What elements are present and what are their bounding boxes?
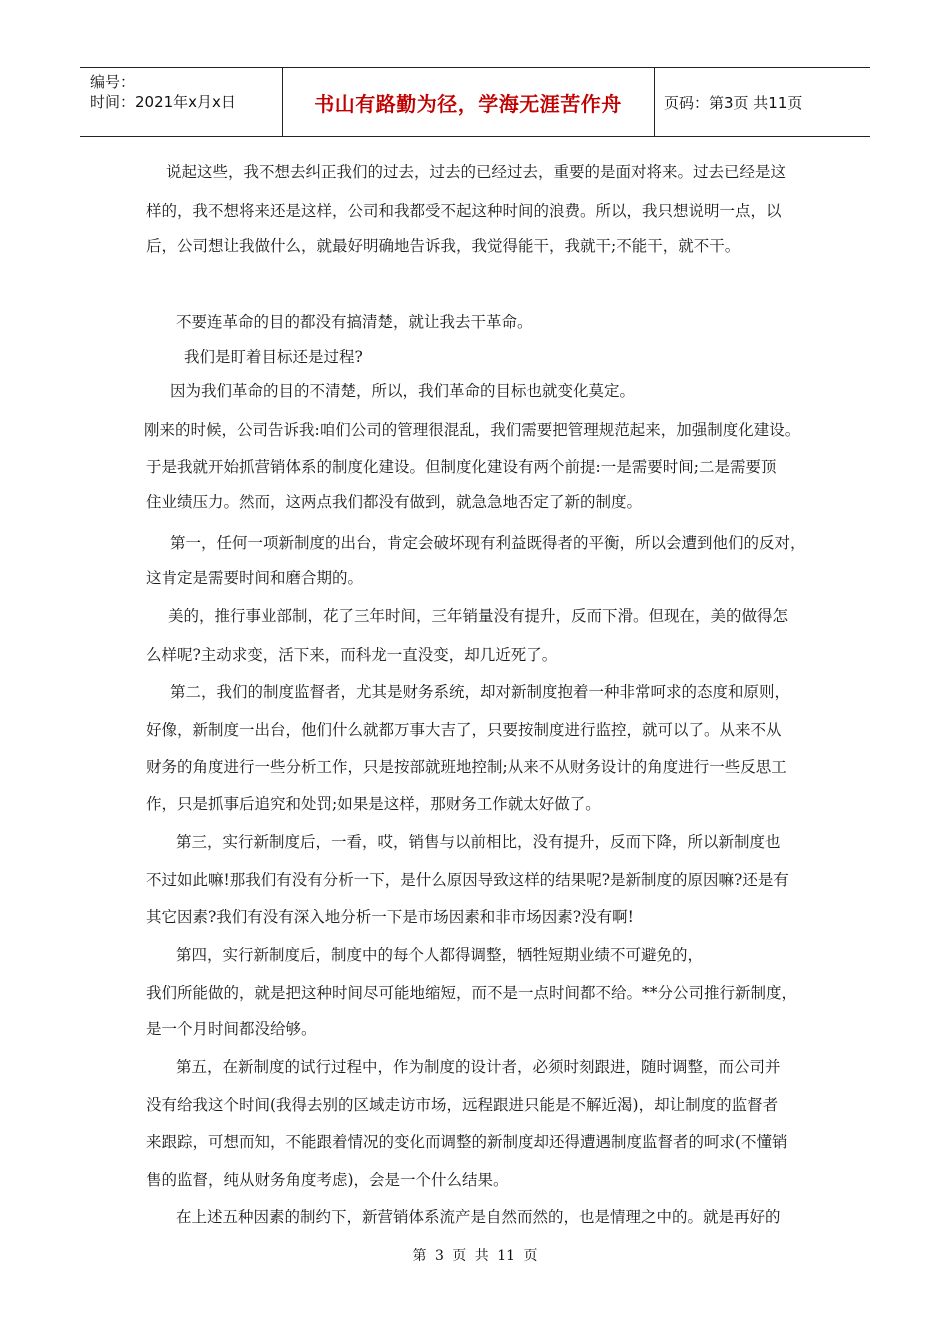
doc-time-label: 时间：2021年x月x日 bbox=[90, 93, 236, 111]
body-line: 于是我就开始抓营销体系的制度化建设。但制度化建设有两个前提:一是需要时间;二是需要顶 bbox=[146, 458, 777, 476]
body-line: 其它因素?我们有没有深入地分析一下是市场因素和非市场因素?没有啊! bbox=[146, 908, 634, 926]
body-line: 第一，任何一项新制度的出台，肯定会破坏现有利益既得者的平衡，所以会遭到他们的反对， bbox=[170, 534, 806, 552]
body-line: 我们所能做的，就是把这种时间尽可能地缩短，而不是一点时间都不给。**分公司推行新制度， bbox=[146, 984, 798, 1002]
body-line: 我们是盯着目标还是过程? bbox=[184, 348, 363, 366]
body-line: 财务的角度进行一些分析工作，只是按部就班地控制;从来不从财务设计的角度进行一些反思工 bbox=[146, 758, 787, 776]
header-meta bbox=[90, 72, 236, 112]
body-line: 后，公司想让我做什么，就最好明确地告诉我，我觉得能干，我就干;不能干，就不干。 bbox=[146, 237, 741, 255]
body-line: 说起这些，我不想去纠正我们的过去，过去的已经过去，重要的是面对将来。过去已经是这 bbox=[166, 163, 787, 181]
body-line: 因为我们革命的目的不清楚，所以，我们革命的目标也就变化莫定。 bbox=[170, 382, 636, 400]
body-line: 不过如此嘛!那我们有没有分析一下，是什么原因导致这样的结果呢?是新制度的原因嘛?还是有 bbox=[146, 871, 789, 889]
doc-number-label: 编号： bbox=[90, 73, 136, 91]
body-line: 第三，实行新制度后，一看，哎，销售与以前相比，没有提升，反而下降，所以新制度也 bbox=[176, 833, 781, 851]
body-line: 没有给我这个时间(我得去别的区域走访市场，远程跟进只能是不解近渴)，却让制度的监督者 bbox=[146, 1096, 779, 1114]
header-page-number: 页码：第3页 共11页 bbox=[664, 93, 803, 112]
body-line: 是一个月时间都没给够。 bbox=[146, 1020, 317, 1038]
body-line: 住业绩压力。然而，这两点我们都没有做到，就急急地否定了新的制度。 bbox=[146, 493, 643, 511]
body-line: 样的，我不想将来还是这样，公司和我都受不起这种时间的浪费。所以，我只想说明一点，以 bbox=[146, 202, 782, 220]
body-line: 么样呢?主动求变，活下来，而科龙一直没变，却几近死了。 bbox=[146, 646, 558, 664]
header-motto: 书山有路勤为径，学海无涯苦作舟 bbox=[314, 91, 622, 116]
body-line: 在上述五种因素的制约下，新营销体系流产是自然而然的，也是情理之中的。就是再好的 bbox=[176, 1208, 781, 1226]
page-footer: 第 3 页 共 11 页 bbox=[412, 1248, 538, 1264]
body-line: 售的监督，纯从财务角度考虑)，会是一个什么结果。 bbox=[146, 1171, 509, 1189]
body-line: 不要连革命的目的都没有搞清楚，就让我去干革命。 bbox=[176, 313, 533, 331]
body-line: 第四，实行新制度后，制度中的每个人都得调整，牺牲短期业绩不可避免的， bbox=[176, 946, 704, 964]
body-line: 来跟踪，可想而知，不能跟着情况的变化而调整的新制度却还得遭遇制度监督者的呵求(不懂销 bbox=[146, 1133, 788, 1151]
body-line: 刚来的时候，公司告诉我:咱们公司的管理很混乱，我们需要把管理规范起来，加强制度化建设。 bbox=[144, 421, 801, 439]
body-line: 好像，新制度一出台，他们什么就都万事大吉了，只要按制度进行监控，就可以了。从来不从 bbox=[146, 721, 782, 739]
body-line: 这肯定是需要时间和磨合期的。 bbox=[146, 569, 364, 587]
body-line: 美的，推行事业部制，花了三年时间，三年销量没有提升，反而下滑。但现在，美的做得怎 bbox=[168, 607, 789, 625]
body-line: 第五，在新制度的试行过程中，作为制度的设计者，必须时刻跟进，随时调整，而公司并 bbox=[176, 1058, 781, 1076]
page-header bbox=[80, 67, 870, 137]
body-line: 作，只是抓事后追究和处罚;如果是这样，那财务工作就太好做了。 bbox=[146, 795, 601, 813]
header-divider bbox=[654, 68, 655, 136]
body-line: 第二，我们的制度监督者，尤其是财务系统，却对新制度抱着一种非常呵求的态度和原则， bbox=[170, 683, 791, 701]
